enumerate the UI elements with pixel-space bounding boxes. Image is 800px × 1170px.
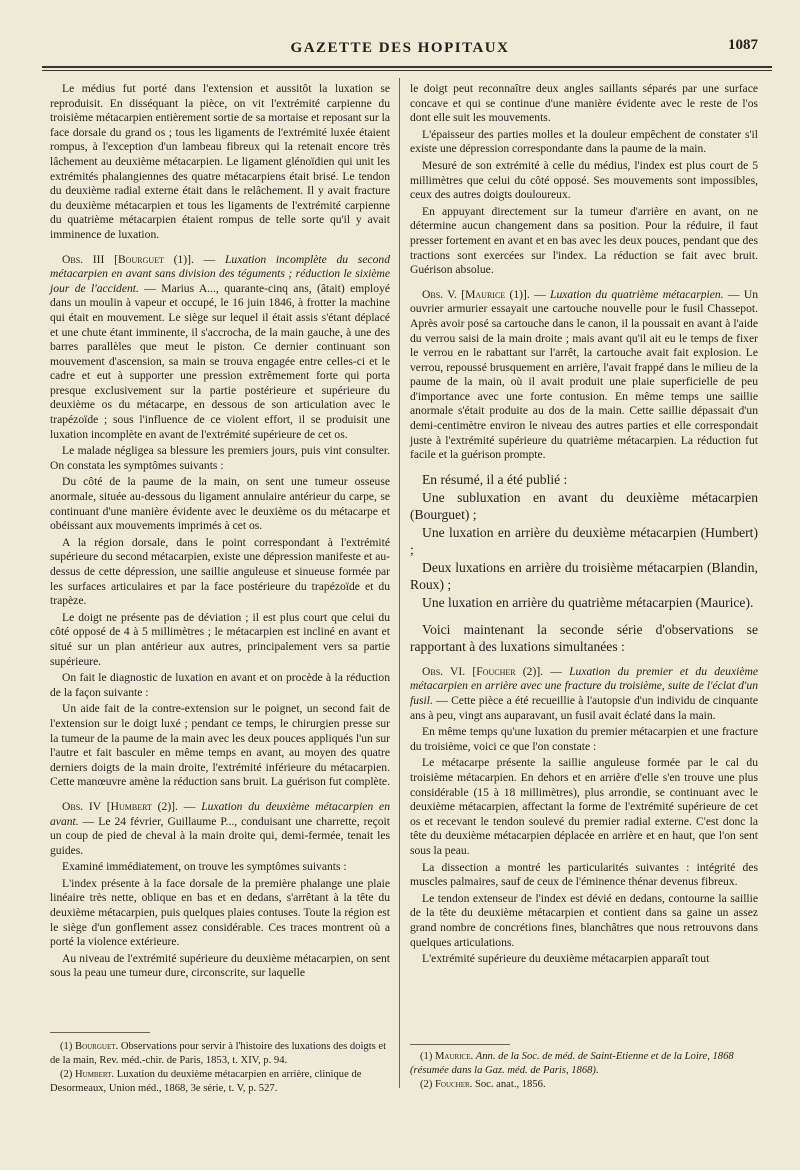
observation-text: — Cette pièce a été recueillie à l'autopsie d'un individu de cinquante ans à peu, vingt ans auparavant, un fusil avait éclaté dans la main. [410,694,758,722]
footnote-text: Ann. de la Soc. de méd. de Saint-Etienne et de la Loire, 1868 (résumée dans la Gaz. méd. de Paris, 1868). [410,1051,734,1076]
observation-text: — Un ouvrier armurier essayait une cartouche nouvelle pour le fusil Chassepot. Après avoir posé sa cartouche dans le canon, il la poussait en avant à l'aide du verrou saisi de la main droite ; mais avant qu'il ait eu le temps de fixer le verrou en le rabattant sur l'arrêt, la cartouche avait fait explosion. Le verrou, repoussé brusquement en arrière, l'avait frappé dans le milieu de la paume de la main, où il avait produit une plaie superficielle de peu d'importance avec une forte contusion. En même temps une saillie anormale s'était produite au dos de la main. Cette saillie dépassait d'un demi-centimètre environ le niveau des autres parties et elle correspondait juste à l'extrémité supérieure du quatrième métacarpien. La réduction fut facile et la guérison prompte. [410,287,758,462]
footnote-author: (2) Foucher. [420,1079,473,1091]
observation-text: — Le 24 février, Guillaume P..., conduisant une charrette, reçoit un coup de pied de cheval à la main droite qui, demi-fermée, tenait les guides. [50,814,390,857]
paragraph: L'index présente à la face dorsale de la première phalange une plaie linéaire très nette, oblique en bas et en dedans, s'arrêtant à la tête du deuxième métacarpien, puis quelques plaies contuses. Toute la région est le siège d'un gonflement assez considérable. Ces traces montrent où a porté la violence extérieure. [50,876,390,949]
paragraph: Le métacarpe présente la saillie anguleuse formée par le cal du troisième métacarpien. En dehors et en arrière d'elle s'en trouve une plus considérable (15 à 18 millimètres), plus arrondie, se continuant avec le deuxième métacarpien, affectant la forme de l'extrémité supérieure de cet os et recevant le tendon soulevé du premier radial externe. C'est donc la tête du deuxième métacarpien déplacée en arrière et en haut, que l'on sent sous la peau. [410,756,758,857]
observation-6 [410,665,758,723]
right-column [410,82,758,969]
paragraph: En appuyant directement sur la tumeur d'arrière en avant, on ne détermine aucun changement dans sa position. Pour la réduire, il faut presser fortement en avant et en bas avec les deux pouces, pendant que des tractions sont exercées sur l'index. La réduction se fait avec bruit. Guérison absolue. [410,204,758,277]
summary-item: Deux luxations en arrière du troisième métacarpien (Blandin, Roux) ; [410,559,758,592]
paragraph: L'épaisseur des parties molles et la douleur empêchent de constater s'il existe une dépression correspondante dans la paume de la main. [410,127,758,156]
paragraph: Le malade négligea sa blessure les premiers jours, puis vint consulter. On constata les symptômes suivants : [50,444,390,472]
paragraph: Le doigt ne présente pas de déviation ; il est plus court que celui du côté opposé de 4 à 5 millimètres ; le métacarpien est incliné en avant et situé sur un plan antérieur aux autres, principalement vers sa partie supérieure. [50,610,390,668]
footnotes-right [410,1050,758,1093]
footnote-author: (1) Maurice. [420,1051,474,1062]
paragraph: L'extrémité supérieure du deuxième métacarpien apparaît tout [422,952,710,966]
left-column [50,82,390,983]
paragraph: Du côté de la paume de la main, on sent une tumeur osseuse anormale, située au-dessous du ligament annulaire antérieur du carpe, se continuant d'une manière évidente avec le deuxième os du métacarpe et obéissant aux mouvements imprimés à cet os. [50,475,390,533]
footnote [50,1068,390,1095]
footnote-text: Soc. anat., 1856. [474,1079,546,1091]
paragraph: Le tendon extenseur de l'index est dévié en dedans, contourne la saillie de la tête du deuxième métacarpien et contient dans sa gaine un assez grand nombre de concrétions fines, blanchâtres que nous retrouvons dans quelques articulations. [410,891,758,949]
observation-label: Obs. V. [Maurice (1)]. — [422,287,546,301]
observation-title: Luxation du quatrième métacarpien. [550,287,724,301]
footnote-text: Luxation du deuxième métacarpien en arrière, clinique de Desormeaux, Union méd., 1868, 3e série, t. V, p. 527. [50,1069,362,1094]
paragraph: Examiné immédiatement, on trouve les symptômes suivants : [62,860,347,874]
column-divider [399,78,400,1088]
series-intro: Voici maintenant la seconde série d'observations se rapportant à des luxations simultanées : [410,621,758,654]
observation-label: Obs. III [Bourguet (1)]. — [62,252,216,266]
paragraph: Au niveau de l'extrémité supérieure du deuxième métacarpien, on sent sous la peau une tumeur dure, circonscrite, sur laquelle [50,951,390,980]
paragraph: On fait le diagnostic de luxation en avant et on procède à la réduction de la façon suivante : [50,671,390,699]
summary-item: Une luxation en arrière du quatrième métacarpien (Maurice). [422,594,754,610]
paragraph: le doigt peut reconnaître deux angles saillants séparés par une surface concave et qui se continue d'une manière évidente avec le reste de l'os dont elle suit les mouvements. [410,82,758,125]
header-rule-thin [42,70,772,71]
paragraph: Le médius fut porté dans l'extension et aussitôt la luxation se reproduisit. En disséquant la pièce, on vit l'extrémité carpienne du troisième métacarpien entièrement sortie de sa mortaise et reposant sur la face dorsale du grand os ; tous les ligaments de l'extrémité luxée étaient rompus, à l'exception d'un lambeau fibreux qui la retenait encore très lâchement au deuxième métacarpien. Le ligament glénoïdien qui unit les extrémités phalangiennes des quatre métacarpiens était brisé. Le tendon du deuxième radial externe était dans le relâchement. Il y avait fracture du deuxième métacarpien et tous les ligaments de l'extrémité carpienne du quatrième métacarpien étaient rompus de telle sorte qu'il y avait imminence de luxation. [50,82,390,241]
paragraph: En même temps qu'une luxation du premier métacarpien et une fracture du troisième, voici ce que l'on constate : [410,725,758,753]
footnote-text: Observations pour servir à l'histoire des luxations des doigts et de la main, Rev. méd.-chir. de Paris, 1853, t. XIV, p. 94. [50,1041,387,1066]
page-header-title: GAZETTE DES HOPITAUX [290,40,510,56]
footnote [410,1078,758,1092]
footnote-author: (1) Bourguet. [60,1041,119,1052]
footnotes-left [50,1040,390,1096]
observation-title: Luxation du premier et du deuxième métacarpien en arrière avec une fracture du troisième, suite de l'éclat d'un fusil. [410,664,758,708]
observation-4 [50,800,390,858]
header-rule [42,66,772,68]
summary-block [410,471,758,655]
observation-5 [410,288,758,463]
summary-item: Une luxation en arrière du deuxième métacarpien (Humbert) ; [410,524,758,557]
observation-3 [50,253,390,443]
summary-intro: En résumé, il a été publié : [422,471,568,487]
paragraph: Mesuré de son extrémité à celle du médius, l'index est plus court de 5 millimètres que celui du côté opposé. Ses mouvements sont impossibles, ceux des autres doigts douloureux. [410,158,758,202]
observation-title: Luxation incomplète du second métacarpien en avant sans division des téguments ; réduction le sixième jour de l'accident. [50,252,390,295]
observation-label: Obs. VI. [Foucher (2)]. — [422,664,562,678]
observation-title: Luxation du deuxième métacarpien en avant. [50,799,391,828]
footnote [50,1040,390,1067]
page-number: 1087 [728,37,758,53]
summary-item: Une subluxation en avant du deuxième métacarpien (Bourguet) ; [410,489,758,522]
footnote-rule [50,1032,150,1033]
footnote [410,1050,758,1077]
observation-text: — Marius A..., quarante-cinq ans, (âtait) employé dans un moulin à vapeur et occupé, le 16 juin 1846, à frotter la machine qui était en mouvement. Le siège sur lequel il était assis s'étant déplacé et une chute étant imminente, il s'accrocha, de la main gauche, à une des barres parallèles que meut le piston. Ce dernier continuant son mouvement d'ascension, sa main se trouva engagée entre celles-ci et le cadre et eut à supporter une pression extrêmement forte qui porta presque exclusivement sur la partie postérieure et supérieure du deuxième os du métacarpe, en dessous de son articulation avec le trapézoïde ; sous l'influence de ce violent effort, il se produisit une luxation incomplète en avant de l'extrémité supérieure de cet os. [50,281,391,441]
paragraph: Un aide fait de la contre-extension sur le poignet, un second fait de l'extension sur le doigt luxé ; pendant ce temps, le chirurgien presse sur la tumeur de la paume de la main avec les deux pouces appliqués l'un sur l'autre et fait basculer en même temps en avant, au moyen des quatre derniers doigts de la main droite, l'extrémité inférieure du métacarpien. Cette manœuvre amène la réduction sans bruit. La guérison fut complète. [50,702,390,789]
paragraph: La dissection a montré les particularités suivantes : intégrité des muscles palmaires, sauf de ceux de l'éminence thénar devenus fibreux. [410,860,758,889]
footnote-author: (2) Humbert. [60,1069,115,1081]
footnote-rule [410,1044,510,1045]
observation-label: Obs. IV [Humbert (2)]. — [62,799,196,813]
paragraph: A la région dorsale, dans le point correspondant à l'extrémité supérieure du second métacarpien, existe une dépression manifeste et au-dessus de cette dépression, une saillie anguleuse et sinueuse formée par les surfaces articulaires et par la face postérieure du trapézoïde et du trapèze. [50,535,390,608]
